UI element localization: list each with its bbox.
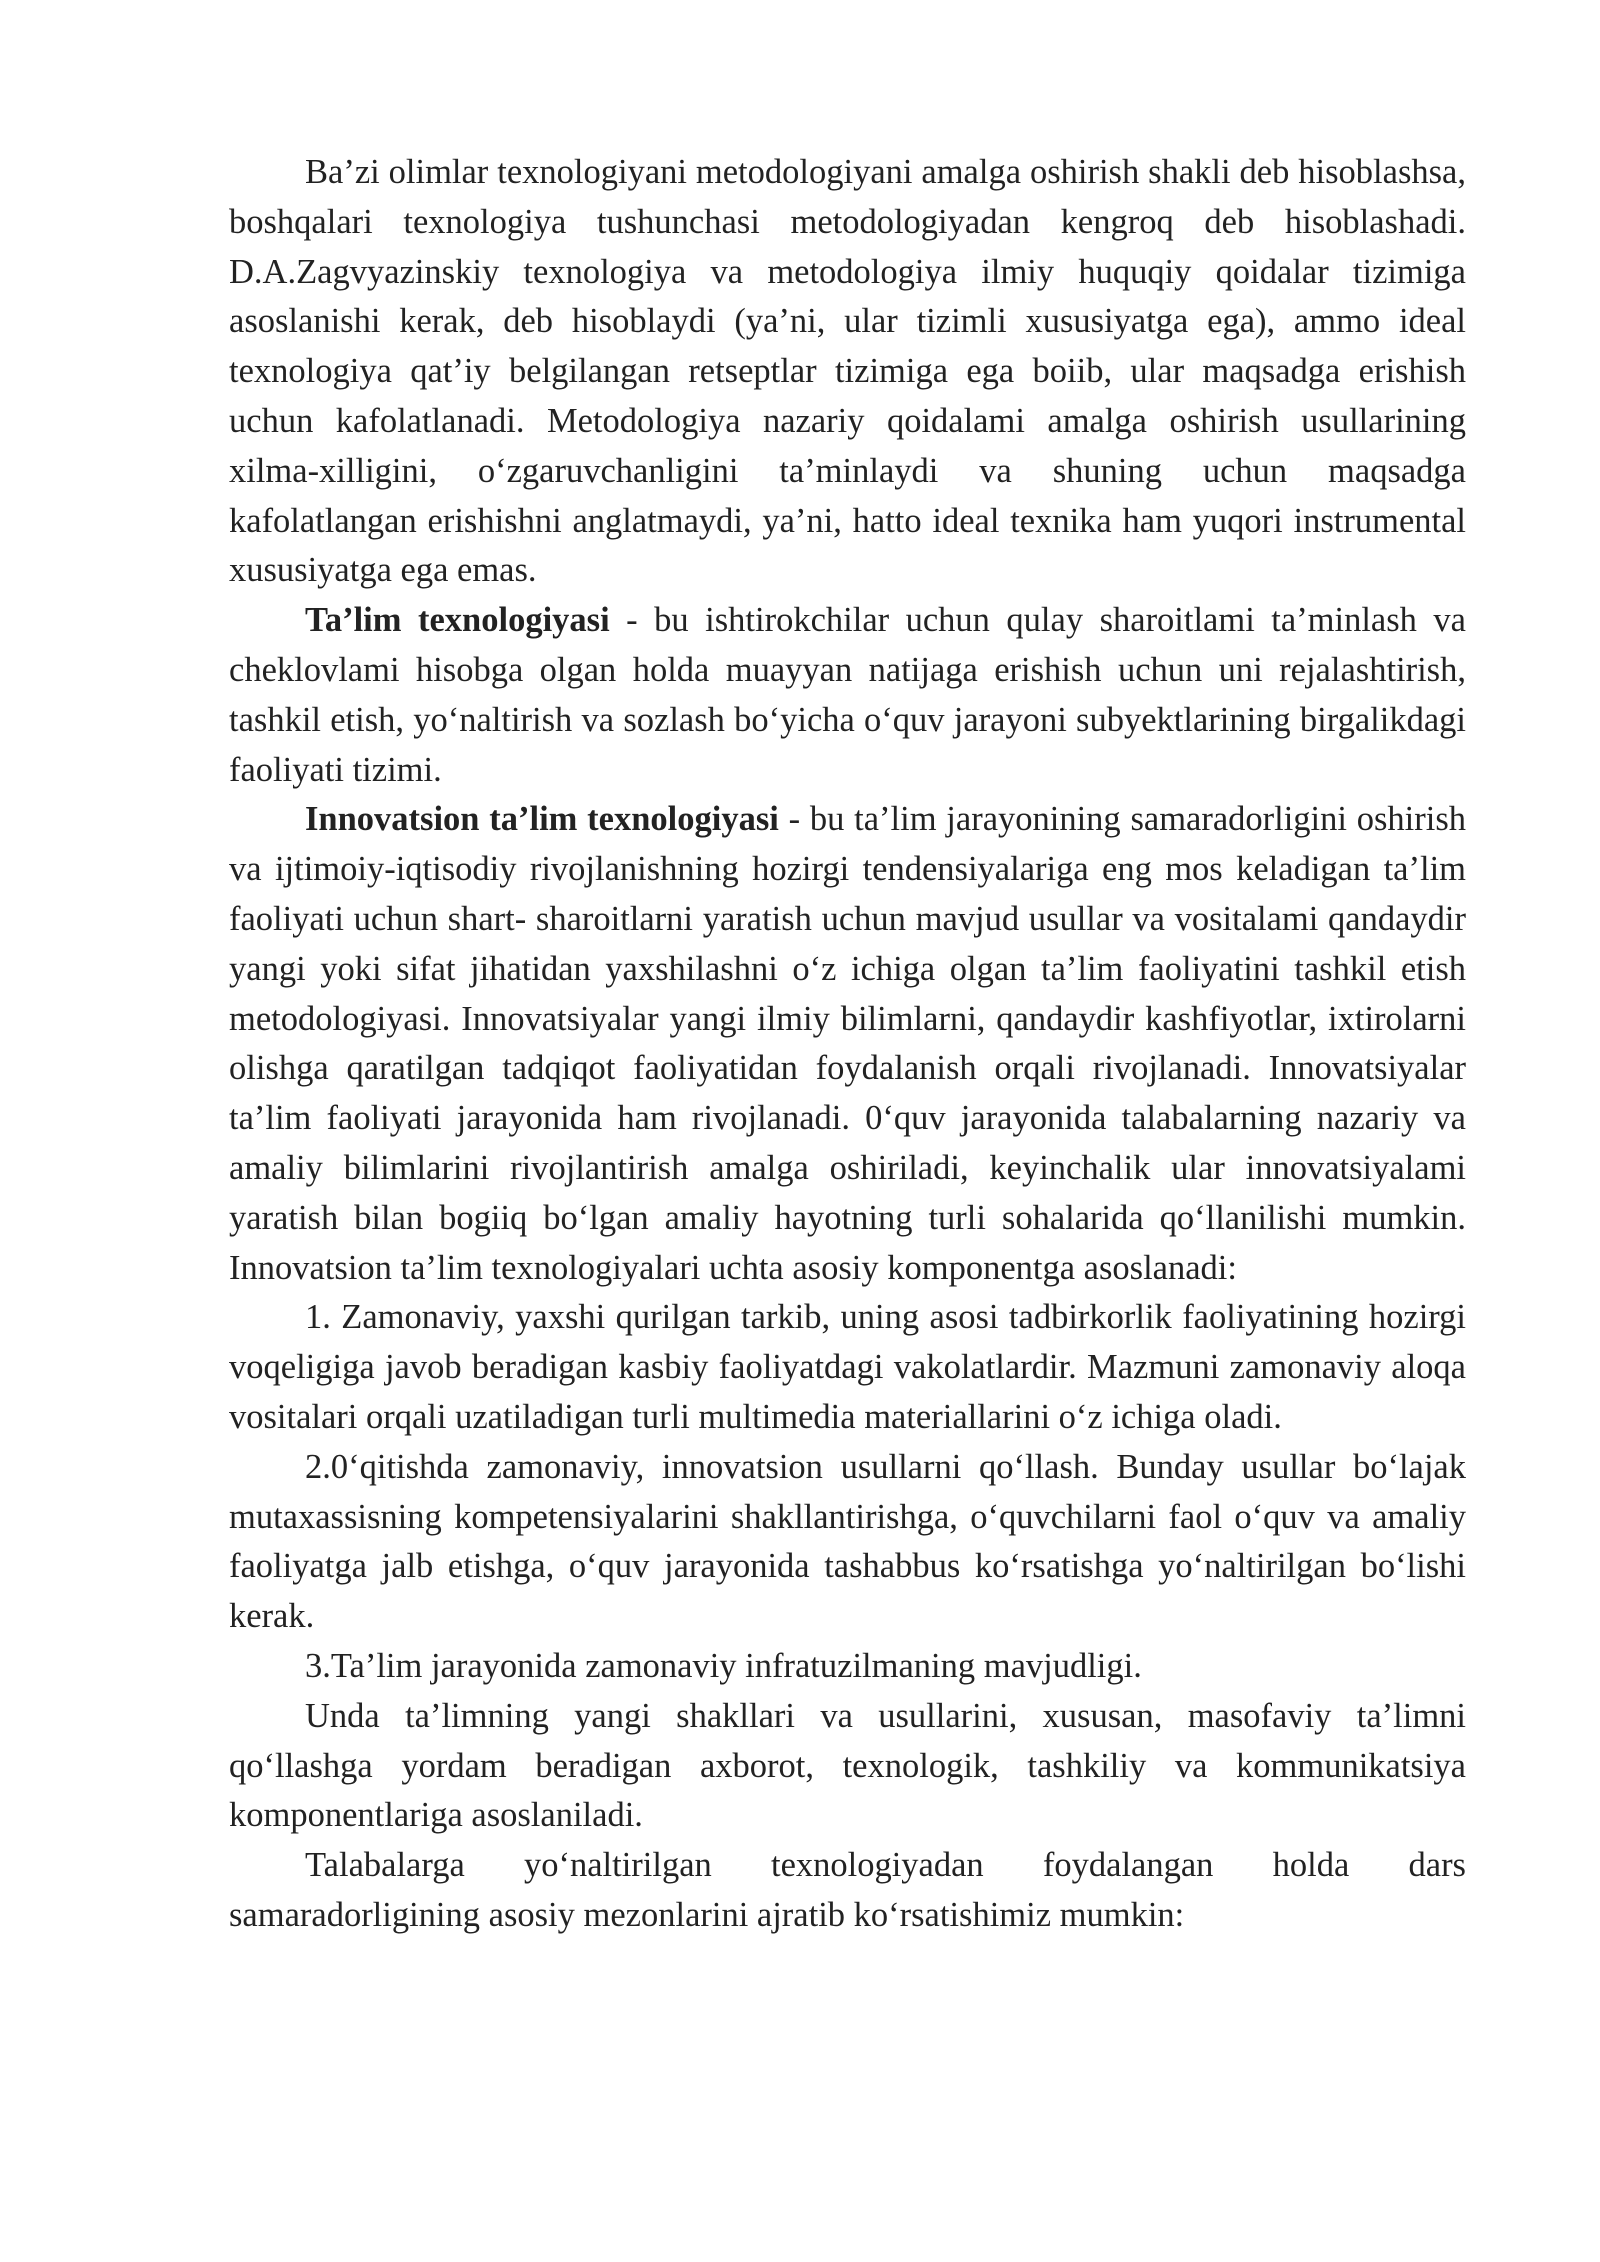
- list-item-1: [229, 1293, 1466, 1442]
- paragraph-definitions-intro: [229, 148, 1466, 596]
- paragraph-text: Ba’zi olimlar texnologiyani metodologiyani amalga oshirish shakli deb hisoblashsa, boshqalari texnologiya tushunchasi metodologiyadan kengroq deb hisoblashadi. D.A.Zagvyazinskiy texnologiya va metodologiya ilmiy huquqiy qoidalar tizimiga asoslanishi kerak, deb hisoblaydi (ya’ni, ular tizimli xususiyatga ega), ammo ideal texnologiya qat’iy belgilangan retseptlar tizimiga ega boiib, ular maqsadga erishish uchun kafolatlanadi. Metodologiya nazariy qoidalami amalga oshirish usullarining xilma-xilligini, o‘zgaruvchanligini ta’minlaydi va shuning uchun maqsadga kafolatlangan erishishni anglatmaydi, ya’ni, hatto ideal texnika ham yuqori instrumental xususiyatga ega emas.: [229, 153, 1466, 590]
- paragraph-text: Talabalarga yo‘naltirilgan texnologiyadan foydalangan holda dars samaradorligining asosiy mezonlarini ajratib ko‘rsatishimiz mumkin:: [229, 1846, 1466, 1934]
- term-innovatsion-texnologiyasi: Innovatsion ta’lim texnologiyasi: [305, 800, 779, 839]
- paragraph-text: - bu ta’lim jarayonining samaradorligini oshirish va ijtimoiy-iqtisodiy rivojlanishning hozirgi tendensiyalariga eng mos keladigan ta’lim faoliyati uchun shart- sharoitlarni yaratish uchun mavjud usullar va vositalami qandaydir yangi yoki sifat jihatidan yaxshilashni o‘z ichiga olgan ta’lim faoliyatini tashkil etish metodologiyasi. Innovatsiyalar yangi ilmiy bilimlarni, qandaydir kashfiyotlar, ixtirolarni olishga qaratilgan tadqiqot faoliyatidan foydalanish orqali rivojlanadi. Innovatsiyalar ta’lim faoliyati jarayonida ham rivojlanadi. 0‘quv jarayonida talabalarning nazariy va amaliy bilimlarini rivojlantirish amalga oshiriladi, keyinchalik ular innovatsiyalami yaratish bilan bogiiq bo‘lgan amaliy hayotning turli sohalarida qo‘llanilishi mumkin. Innovatsion ta’lim texnologiyalari uchta asosiy komponentga asoslanadi:: [229, 800, 1467, 1287]
- list-item-2: [229, 1443, 1466, 1642]
- paragraph-text: Unda ta’limning yangi shakllari va usullarini, xususan, masofaviy ta’limni qo‘llashga yordam beradigan axborot, texnologik, tashkiliy va kommunikatsiya komponentlariga asoslaniladi.: [229, 1696, 1466, 1835]
- paragraph-text: 1. Zamonaviy, yaxshi qurilgan tarkib, uning asosi tadbirkorlik faoliyatining hozirgi voqeligiga javob beradigan kasbiy faoliyatdagi vakolatlardir. Mazmuni zamonaviy aloqa vositalari orqali uzatiladigan turli multimedia materiallarini o‘z ichiga oladi.: [229, 1298, 1466, 1436]
- paragraph-text: 3.Ta’lim jarayonida zamonaviy infratuzilmaning mavjudligi.: [305, 1646, 1142, 1685]
- paragraph-innovatsion-texnologiyasi: [229, 795, 1466, 1293]
- document-page: [229, 148, 1466, 1941]
- list-item-3: [229, 1642, 1466, 1692]
- paragraph-text: 2.0‘qitishda zamonaviy, innovatsion usullarni qo‘llash. Bunday usullar bo‘lajak mutaxassisning kompetensiyalarini shakllantirishga, o‘quvchilarni faol o‘quv va amaliy faoliyatga jalb etishga, o‘quv jarayonida tashabbus ko‘rsatishga yo‘naltirilgan bo‘lishi kerak.: [229, 1447, 1466, 1636]
- term-talim-texnologiyasi: Ta’lim texnologiyasi: [305, 601, 610, 640]
- paragraph-talim-texnologiyasi: [229, 596, 1466, 795]
- paragraph-infrastructure: [229, 1692, 1466, 1841]
- paragraph-criteria-intro: [229, 1841, 1466, 1941]
- paragraph-text: - bu ishtirokchilar uchun qulay sharoitlami ta’minlash va cheklovlami hisobga olgan holda muayyan natijaga erishish uchun uni rejalashtirish, tashkil etish, yo‘naltirish va sozlash bo‘yicha o‘quv jarayoni subyektlarining birgalikdagi faoliyati tizimi.: [229, 601, 1466, 789]
